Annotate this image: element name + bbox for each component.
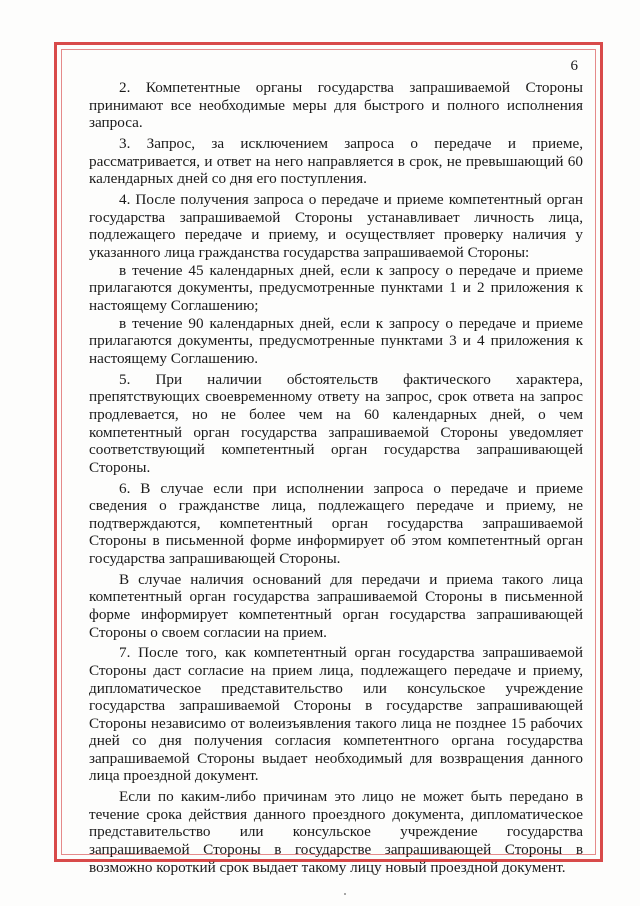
paragraph-clause-7-new-document: Если по каким-либо причинам это лицо не может быть передано в течение срока действия данного проездного документа, дипломатическое представительство или консульское учреждение государства запрашиваемой Стороны в государстве запрашивающей Стороны в возможно короткий срок выдает такому лицу новый проездной документ.	[89, 788, 583, 876]
paragraph-clause-7: 7. После того, как компетентный орган государства запрашиваемой Стороны даст согласие на прием лица, подлежащего передаче и приему, дипломатическое представительство или консульское учреждение государства запрашиваемой Стороны в государстве запрашивающей Стороны независимо от волеизъявления такого лица не позднее 15 рабочих дней со дня получения согласия компетентного органа государства запрашиваемой Стороны выдает необходимый для возвращения данного лица проездной документ.	[89, 644, 583, 785]
paragraph-clause-6-consent: В случае наличия оснований для передачи и приема такого лица компетентный орган государства запрашиваемой Стороны в письменной форме информирует компетентный орган государства запрашивающей Стороны о своем согласии на прием.	[89, 570, 583, 641]
paragraph-clause-6: 6. В случае если при исполнении запроса о передаче и приеме сведения о гражданстве лица, подлежащего передаче и приему, не подтверждаются, компетентный орган государства запрашиваемой Стороны в письменной форме информирует об этом компетентный орган государства запрашивающей Стороны.	[89, 479, 583, 567]
paragraph-clause-4-90-days: в течение 90 календарных дней, если к запросу о передаче и приеме прилагаются документы, предусмотренные пунктами 3 и 4 приложения к настоящему Соглашению.	[89, 314, 583, 368]
paragraph-clause-5: 5. При наличии обстоятельств фактического характера, препятствующих своевременному ответу на запрос, срок ответа на запрос продлевается, но не более чем на 60 календарных дней, о чем компетентный орган государства запрашиваемой Стороны уведомляет соответствующий компетентный орган государства запрашивающей Стороны.	[89, 370, 583, 476]
scan-speck	[344, 893, 346, 895]
page-number: 6	[570, 58, 578, 74]
paragraph-clause-3: 3. Запрос, за исключением запроса о передаче и приеме, рассматривается, и ответ на него направляется в срок, не превышающий 60 календарных дней со дня его поступления.	[89, 134, 583, 188]
paragraph-clause-4: 4. После получения запроса о передаче и приеме компетентный орган государства запрашиваемой Стороны устанавливает личность лица, подлежащего передаче и приему, и осуществляет проверку наличия у указанного лица гражданства государства запрашиваемой Стороны:	[89, 190, 583, 261]
paragraph-clause-4-45-days: в течение 45 календарных дней, если к запросу о передаче и приеме прилагаются документы, предусмотренные пунктами 1 и 2 приложения к настоящему Соглашению;	[89, 261, 583, 314]
document-body	[89, 79, 583, 879]
paragraph-clause-2: 2. Компетентные органы государства запрашиваемой Стороны принимают все необходимые меры для быстрого и полного исполнения запроса.	[89, 79, 583, 132]
